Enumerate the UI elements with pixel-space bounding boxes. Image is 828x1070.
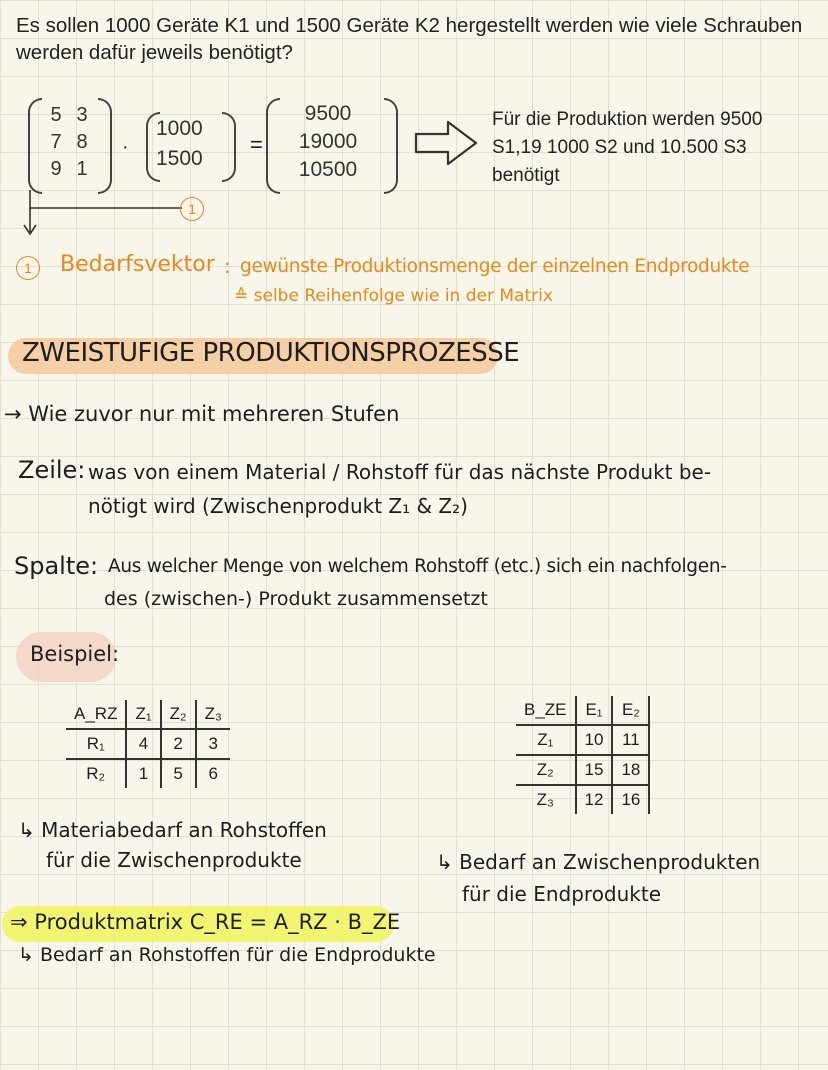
vector-cell: 1000 — [156, 117, 203, 140]
table-cell: 1 — [126, 759, 160, 788]
table-row — [516, 755, 649, 785]
table-cell: 3 — [208, 734, 218, 753]
term-bedarfsvektor: Bedarfsvektor — [60, 252, 215, 277]
table-row-header: R₁ — [66, 729, 126, 759]
table-row — [516, 785, 649, 814]
table-row — [516, 696, 649, 725]
table-cell: 11 — [612, 725, 649, 755]
calculation — [28, 98, 408, 194]
table-header-cell: Z₃ — [204, 704, 222, 723]
table-cell: 10 — [576, 725, 613, 755]
table-row — [66, 729, 230, 759]
zeile-line-2: nötigt wird (Zwischenprodukt Z₁ & Z₂) — [88, 494, 468, 518]
result-cell: 9500 — [304, 102, 352, 125]
table-a-rz — [66, 700, 230, 788]
table-cell: 6 — [208, 764, 218, 783]
matrix-cell: 7 — [50, 131, 62, 153]
matrix-cell: 9 — [50, 158, 62, 180]
matrix-cell: 8 — [76, 131, 88, 153]
spalte-label: Spalte: — [14, 552, 99, 580]
table-header-cell: E₁ — [576, 696, 613, 725]
table-header-cell: B_ZE — [516, 696, 576, 725]
dot-operator: · — [122, 136, 129, 158]
question-text: Es sollen 1000 Geräte K1 und 1500 Geräte K2 hergestellt werden wie viele Schrauben werden dafür jeweils benötigt? — [16, 14, 803, 64]
section-heading: ZWEISTUFIGE PRODUKTIONSPROZESSE — [22, 338, 520, 368]
equals-sign: = — [250, 132, 263, 157]
table-header-cell: Z₁ — [126, 700, 160, 729]
table-b-caption-2: für die Endprodukte — [462, 882, 662, 906]
matrix-cell: 5 — [50, 104, 62, 126]
vector-cell: 1500 — [156, 147, 203, 170]
zeile-label: Zeile: — [18, 456, 86, 484]
table-row — [66, 700, 230, 729]
table-row-header: R₂ — [66, 759, 126, 788]
formula-text: ⇒ Produktmatrix C_RE = A_RZ · B_ZE — [10, 910, 401, 934]
table-row — [66, 759, 230, 788]
definition-separator: : — [224, 254, 231, 278]
result-vector — [278, 100, 378, 184]
table-header-cell: A_RZ — [66, 700, 126, 729]
matrix-cell: 1 — [76, 158, 88, 180]
definition-line-2: ≙ selbe Reihenfolge wie in der Matrix — [234, 286, 553, 306]
table-row-header: Z₃ — [516, 785, 576, 814]
table-cell: 18 — [612, 755, 649, 785]
table-b-ze — [516, 696, 650, 814]
matrix-cell: 3 — [76, 104, 88, 126]
spalte-line-2: des (zwischen-) Produkt zusammensetzt — [104, 588, 488, 610]
result-cell: 19000 — [298, 130, 358, 153]
table-row-header: Z₁ — [516, 725, 576, 755]
matrix-5x — [48, 102, 90, 183]
table-cell: 5 — [161, 759, 196, 788]
result-cell: 10500 — [298, 158, 358, 181]
table-row-header: Z₂ — [516, 755, 576, 785]
formula-subtext: ↳ Bedarf an Rohstoffen für die Endprodukte — [18, 944, 436, 966]
right-arrow-icon — [412, 118, 482, 168]
table-header-cell: E₂ — [612, 696, 649, 725]
example-label: Beispiel: — [30, 642, 120, 666]
result-text: Für die Produktion werden 9500 S1,19 1000 S2 und 10.500 S3 benötigt — [492, 109, 763, 186]
table-header-cell: Z₂ — [161, 700, 196, 729]
table-row — [516, 725, 649, 755]
note-arrow-line: → Wie zuvor nur mit mehreren Stufen — [4, 402, 400, 426]
table-cell: 4 — [126, 729, 160, 759]
table-a-caption-1: ↳ Materiabedarf an Rohstoffen — [18, 818, 327, 842]
table-b-caption-1: ↳ Bedarf an Zwischenprodukten — [436, 850, 761, 874]
table-a-caption-2: für die Zwischenprodukte — [46, 848, 302, 872]
table-cell: 15 — [576, 755, 613, 785]
table-cell: 2 — [161, 729, 196, 759]
demand-vector — [156, 114, 203, 174]
table-cell: 12 — [576, 785, 613, 814]
definition-marker: 1 — [16, 256, 40, 280]
spalte-line-1: Aus welcher Menge von welchem Rohstoff (etc.) sich ein nachfolgen- — [108, 556, 727, 577]
definition-line-1: gewünste Produktionsmenge der einzelnen Endprodukte — [240, 256, 750, 277]
zeile-line-1: was von einem Material / Rohstoff für das nächste Produkt be- — [88, 460, 712, 484]
marker-circle: 1 — [180, 197, 204, 221]
table-cell: 16 — [612, 785, 649, 814]
